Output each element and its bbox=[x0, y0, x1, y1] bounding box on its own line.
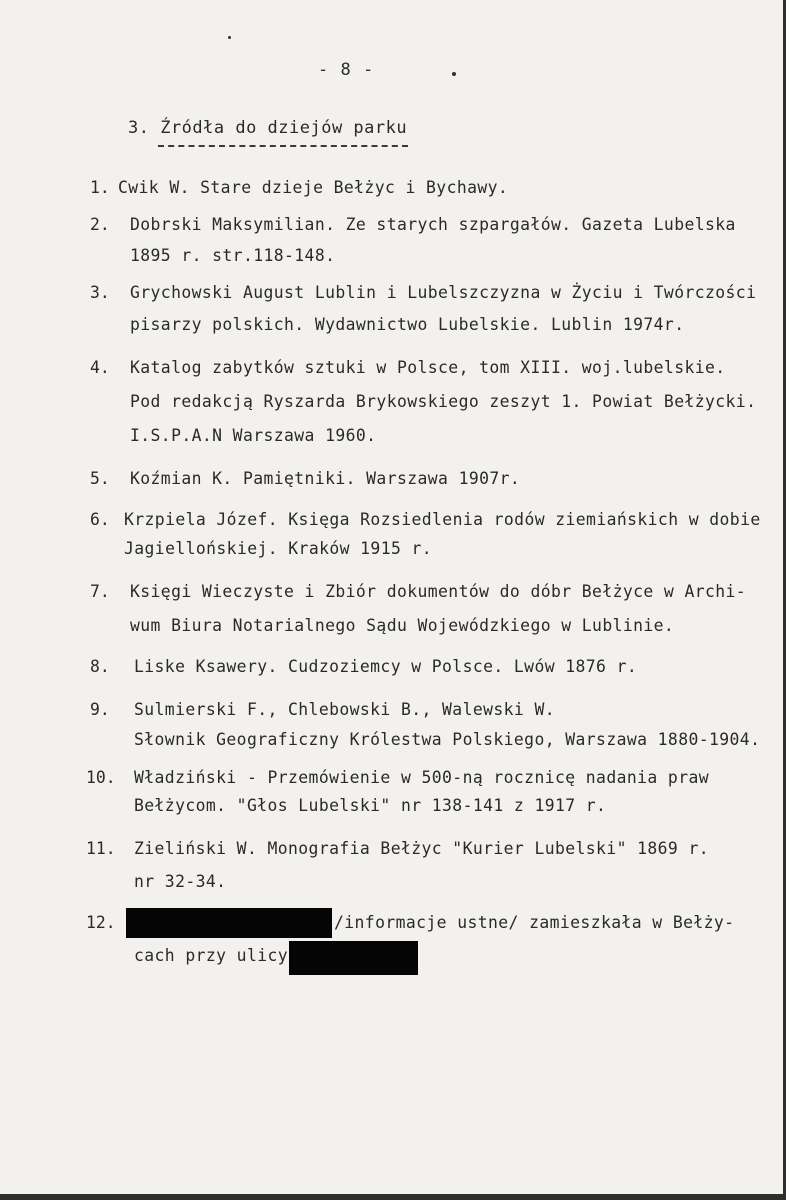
entry-line: wum Biura Notarialnego Sądu Wojewódzkiego w Lublinie. bbox=[130, 616, 675, 635]
section-heading: 3. Źródła do dziejów parku bbox=[128, 118, 408, 138]
entry-line: Księgi Wieczyste i Zbiór dokumentów do dóbr Bełżyce w Archi- bbox=[130, 582, 747, 601]
entry-line: Zieliński W. Monografia Bełżyc "Kurier Lubelski" 1869 r. bbox=[134, 839, 710, 858]
entry-number: 3. bbox=[90, 283, 110, 302]
entry-line: Liske Ksawery. Cudzoziemcy w Polsce. Lwów 1876 r. bbox=[134, 657, 638, 676]
entry-number: 4. bbox=[90, 358, 110, 377]
entry-number: 12. bbox=[86, 913, 116, 932]
entry-line: cach przy ulicy bbox=[134, 946, 289, 965]
entry-line: /informacje ustne/ zamieszkała w Bełży- bbox=[334, 913, 735, 932]
entry-line: Cwik W. Stare dzieje Bełżyc i Bychawy. bbox=[118, 178, 509, 197]
entry-number: 9. bbox=[90, 700, 110, 719]
stray-mark bbox=[452, 72, 456, 76]
entry-number: 1. bbox=[90, 178, 110, 197]
entry-line: pisarzy polskich. Wydawnictwo Lubelskie. Lublin 1974r. bbox=[130, 315, 685, 334]
redaction-bar bbox=[289, 941, 418, 975]
entry-line: Sulmierski F., Chlebowski B., Walewski W. bbox=[134, 700, 555, 719]
entry-number: 2. bbox=[90, 215, 110, 234]
entry-line: Krzpiela Józef. Księga Rozsiedlenia rodów ziemiańskich w dobie bbox=[124, 510, 761, 529]
entry-line: Władziński - Przemówienie w 500-ną rocznicę nadania praw bbox=[134, 768, 710, 787]
entry-line: nr 32-34. bbox=[134, 872, 227, 891]
entry-line: Bełżycom. "Głos Lubelski" nr 138-141 z 1917 r. bbox=[134, 796, 607, 815]
entry-line: I.S.P.A.N Warszawa 1960. bbox=[130, 426, 377, 445]
entry-line: Dobrski Maksymilian. Ze starych szpargałów. Gazeta Lubelska bbox=[130, 215, 736, 234]
entry-line: Słownik Geograficzny Królestwa Polskiego, Warszawa 1880-1904. bbox=[134, 730, 761, 749]
heading-underline bbox=[158, 145, 408, 147]
redaction-bar bbox=[126, 908, 332, 938]
entry-line: Grychowski August Lublin i Lubelszczyzna w Życiu i Twórczości bbox=[130, 283, 757, 302]
entry-number: 6. bbox=[90, 510, 110, 529]
entry-number: 11. bbox=[86, 839, 116, 858]
stray-mark bbox=[228, 36, 231, 39]
entry-line: Katalog zabytków sztuki w Polsce, tom XIII. woj.lubelskie. bbox=[130, 358, 726, 377]
entry-number: 7. bbox=[90, 582, 110, 601]
entry-number: 8. bbox=[90, 657, 110, 676]
entry-line: Pod redakcją Ryszarda Brykowskiego zeszyt 1. Powiat Bełżycki. bbox=[130, 392, 757, 411]
entry-line: Koźmian K. Pamiętniki. Warszawa 1907r. bbox=[130, 469, 521, 488]
entry-number: 10. bbox=[86, 768, 116, 787]
entry-line: Jagiellońskiej. Kraków 1915 r. bbox=[124, 539, 433, 558]
entry-number: 5. bbox=[90, 469, 110, 488]
page-number: - 8 - bbox=[318, 60, 375, 80]
entry-line: 1895 r. str.118-148. bbox=[130, 246, 336, 265]
